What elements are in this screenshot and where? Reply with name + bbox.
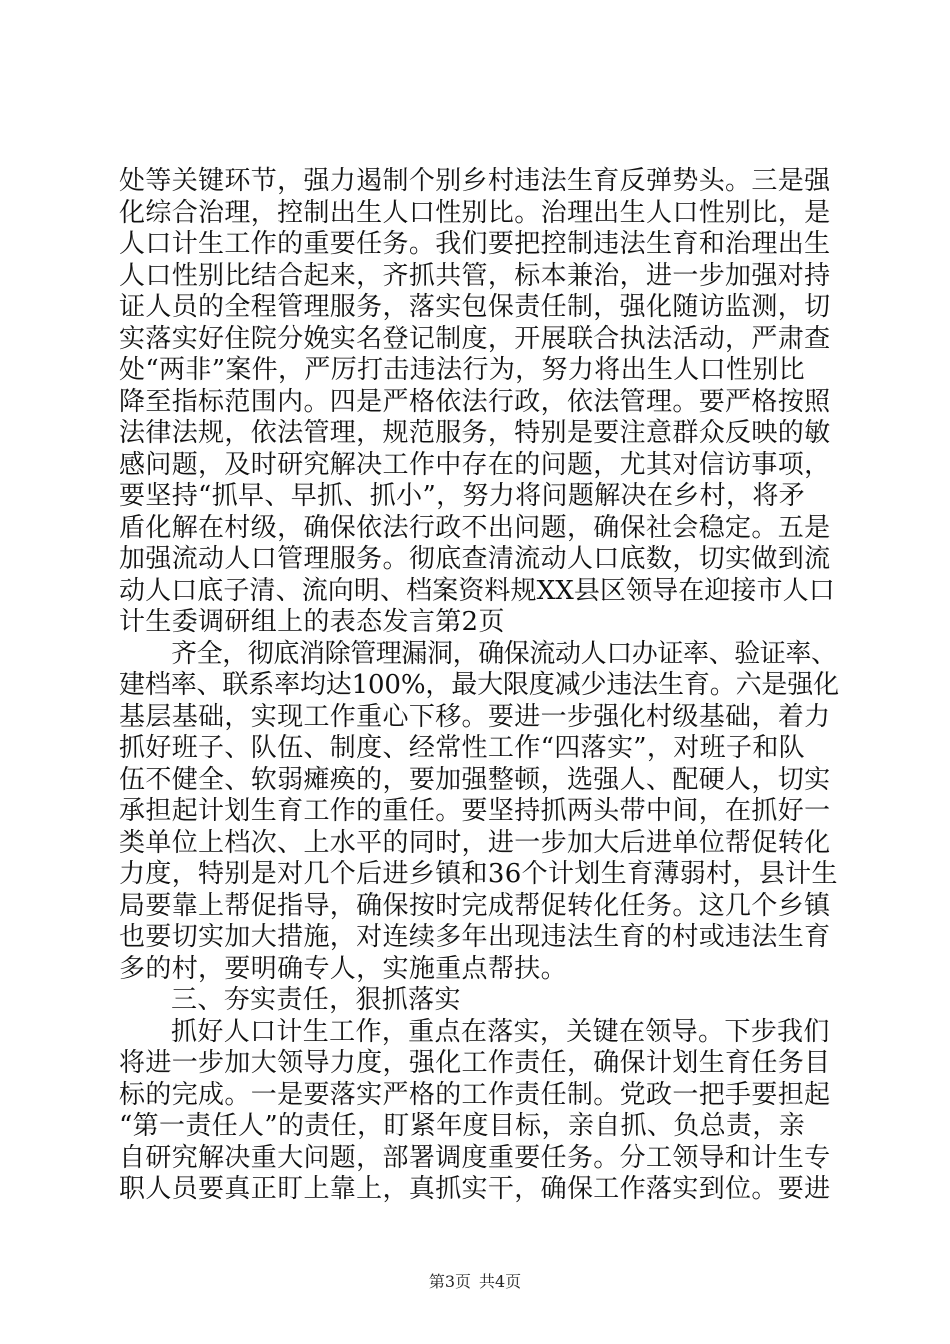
body-line: 要坚持“抓早、早抓、抓小”，努力将问题解决在乡村，将矛 bbox=[119, 481, 806, 511]
body-line: 感问题，及时研究解决工作中存在的问题，尤其对信访事项， bbox=[119, 449, 831, 480]
body-line: 伍不健全、软弱瘫痪的，要加强整顿，选强人、配硬人，切实 bbox=[119, 764, 831, 795]
document-body bbox=[119, 166, 839, 1206]
body-line: 局要靠上帮促指导，确保按时完成帮促转化任务。这几个乡镇 bbox=[119, 890, 831, 921]
body-line: 自研究解决重大问题，部署调度重要任务。分工领导和计生专 bbox=[119, 1142, 831, 1173]
paragraph-start-line: 抓好人口计生工作，重点在落实，关键在领导。下步我们 bbox=[171, 1016, 830, 1047]
body-line: 将进一步加大领导力度，强化工作责任，确保计划生育任务目 bbox=[119, 1048, 831, 1078]
page-number: 第3页 bbox=[428, 1272, 471, 1291]
body-line: 也要切实加大措施，对连续多年出现违法生育的村或违法生育 bbox=[119, 922, 831, 952]
body-line: 盾化解在村级，确保依法行政不出问题，确保社会稳定。五是 bbox=[119, 512, 831, 543]
body-line: 降至指标范围内。四是严格依法行政，依法管理。要严格按照 bbox=[119, 386, 831, 417]
body-line: 职人员要真正盯上靠上，真抓实干，确保工作落实到位。要进 bbox=[119, 1174, 831, 1204]
body-line: 承担起计划生育工作的重任。要坚持抓两头带中间，在抓好一 bbox=[119, 796, 831, 826]
page-footer bbox=[0, 1272, 950, 1292]
paragraph-start-line: 齐全，彻底消除管理漏洞，确保流动人口办证率、验证率、 bbox=[171, 638, 837, 669]
body-line: 人口计生工作的重要任务。我们要把控制违法生育和治理出生 bbox=[119, 229, 831, 259]
section-heading: 三、夯实责任，狠抓落实 bbox=[171, 985, 461, 1015]
body-line: 人口性别比结合起来，齐抓共管，标本兼治，进一步加强对持 bbox=[119, 260, 831, 291]
body-line: 动人口底子清、流向明、档案资料规XX县区领导在迎接市人口 bbox=[119, 575, 835, 606]
body-line: 加强流动人口管理服务。彻底查清流动人口底数，切实做到流 bbox=[119, 544, 831, 574]
body-line: 法律法规，依法管理，规范服务，特别是要注意群众反映的敏 bbox=[119, 418, 831, 448]
body-line: 基层基础，实现工作重心下移。要进一步强化村级基础，着力 bbox=[119, 701, 831, 732]
body-line: 建档率、联系率均达100%，最大限度减少违法生育。六是强化 bbox=[119, 670, 839, 700]
body-line: 处“两非”案件，严厉打击违法行为，努力将出生人口性别比 bbox=[119, 355, 806, 385]
body-line: 力度，特别是对几个后进乡镇和36个计划生育薄弱村，县计生 bbox=[119, 859, 838, 889]
body-line: 实落实好住院分娩实名登记制度，开展联合执法活动，严肃查 bbox=[119, 323, 831, 354]
body-line: 处等关键环节，强力遏制个别乡村违法生育反弹势头。三是强 bbox=[119, 166, 831, 196]
body-line: 计生委调研组上的表态发言第2页 bbox=[119, 607, 505, 637]
body-line: 多的村，要明确专人，实施重点帮扶。 bbox=[119, 953, 567, 984]
page-total: 共4页 bbox=[479, 1272, 522, 1291]
body-line: 抓好班子、队伍、制度、经常性工作“四落实”，对班子和队 bbox=[119, 733, 806, 763]
body-line: 化综合治理，控制出生人口性别比。治理出生人口性别比，是 bbox=[119, 197, 831, 228]
body-line: 证人员的全程管理服务，落实包保责任制，强化随访监测，切 bbox=[119, 292, 831, 322]
body-line: 标的完成。一是要落实严格的工作责任制。党政一把手要担起 bbox=[119, 1079, 831, 1110]
body-line: 类单位上档次、上水平的同时，进一步加大后进单位帮促转化 bbox=[119, 827, 831, 858]
body-line: “第一责任人”的责任，盯紧年度目标，亲自抓、负总责，亲 bbox=[119, 1111, 806, 1141]
